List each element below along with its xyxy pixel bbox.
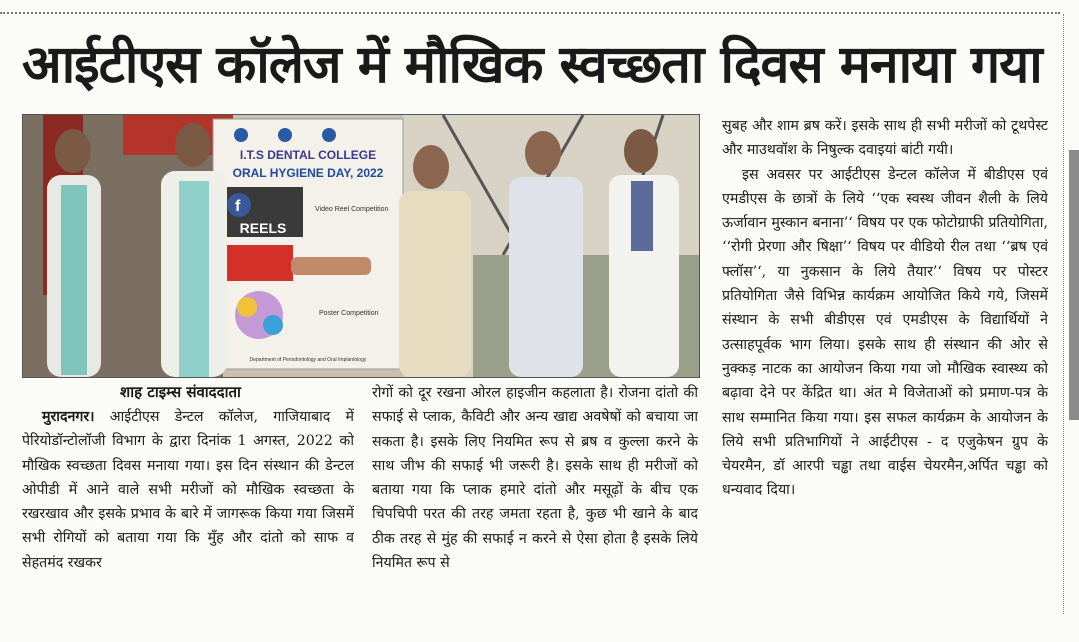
- banner-footer: Department of Periodontology and Oral Implantology: [249, 357, 367, 363]
- article-column-3: [722, 114, 1048, 608]
- top-rule: [0, 12, 1060, 14]
- article-column-2: [372, 381, 698, 625]
- column-3-paragraph-2: इस अवसर पर आईटीएस डेन्टल कॉलेज में बीडीएस एवं एमडीएस के छात्रों के लिये ‘‘एक स्वस्थ जीवन शैली के लिये ऊर्जावान मुस्कान बनाना’‘ विषय पर एक फोटोग्राफी प्रतियोगिता, ‘‘रोगी प्रेरणा और षिक्षा’‘ विषय पर वीडियो रील तथा ‘‘ब्रष एवं फ्लॉस’‘, या नुकसान के लिये तैयार’‘ विषय पर पोस्टर प्रतियोगिता जैसे विभिन्न कार्यक्रम आयोजित किये गये, जिसमें संस्थान के सभी बीडीएस एवं एमडीएस के विद्यार्थियों ने उत्साहपूर्वक भाग लिया। इसके साथ ही संस्थान की ओर से नुक्कड़ नाटक का आयोजन किया गया जो मौखिक स्वास्थ्य को बढ़ावा देने पर केंद्रित था। अंत मे विजेताओं को प्रमाण-पत्र के साथ सम्मानित किया गया। इस सफल कार्यक्रम के आयोजन के लिये सभी प्रतिभागियों ने आईटीएस - द एजुकेषन ग्रुप के चेयरमैन, डॉ आरपी चड्ढा तथा वाईस चेयरमैन,अर्पित चड्ढा को धन्यवाद दिया।: [722, 166, 1048, 499]
- banner-item1: Video Reel Competition: [315, 206, 389, 213]
- adjacent-photo-edge: [1069, 150, 1079, 420]
- headline: आईटीएस कॉलेज में मौखिक स्वच्छता दिवस मनाया गया: [22, 35, 1042, 95]
- column-3-paragraph-1: सुबह और शाम ब्रष करें। इसके साथ ही सभी मरीजों को टूथपेस्ट और माउथवॉश के निषुल्क दवाइयां बांटी गयी।: [722, 118, 1048, 159]
- article-column-1: [22, 405, 354, 625]
- svg-text:f: f: [235, 198, 241, 215]
- byline: शाह टाइम्स संवाददाता: [120, 383, 241, 401]
- column-1-text: आईटीएस डेन्टल कॉलेज, गाजियाबाद में पेरियोडॉन्टोलॉजी विभाग के द्वारा दिनांक 1 अगस्त, 2022 को मौखिक स्वच्छता दिवस मनाया गया। इस दिन संस्थान की डेन्टल ओपीडी में आने वाले सभी मरीजों को मौखिक स्वच्छता के रखरखाव और इसके प्रभाव के बारे में जागरूक किया गया जिसमें सभी रोगियों को बताया गया कि मुँह और दांतो को साफ व सेहतमंद रखकर: [22, 409, 354, 571]
- dateline-place: मुरादनगर।: [42, 409, 95, 425]
- banner-event: ORAL HYGIENE DAY, 2022: [232, 166, 384, 180]
- photo-illustration: [23, 115, 699, 377]
- news-photo: [22, 114, 700, 378]
- column-divider: [1063, 14, 1064, 614]
- column-2-text: रोगों को दूर रखना ओरल हाइजीन कहलाता है। रोजना दांतो की सफाई से प्लाक, कैविटी और अन्य खाद्य अवषेषों को बचाया जा सकता है। इसके लिए नियमित रूप से ब्रष व कुल्ला करने के साथ जीभ की सफाई भी जरूरी है। इसके साथ ही मरीजों को बताया गया कि प्लाक हमारे दांतो और मसूढ़ों के बीच एक चिपचिपी परत की तरह जमता रहता है, कुछ भी खाने के बाद ठीक तरह से मुंह की सफाई न करने से ऐसा होता है इसके लिये नियमित रूप से: [372, 385, 698, 572]
- banner-college: I.T.S DENTAL COLLEGE: [239, 148, 377, 162]
- banner-reels: REELS: [239, 220, 287, 236]
- banner-item3: Poster Competition: [319, 310, 379, 317]
